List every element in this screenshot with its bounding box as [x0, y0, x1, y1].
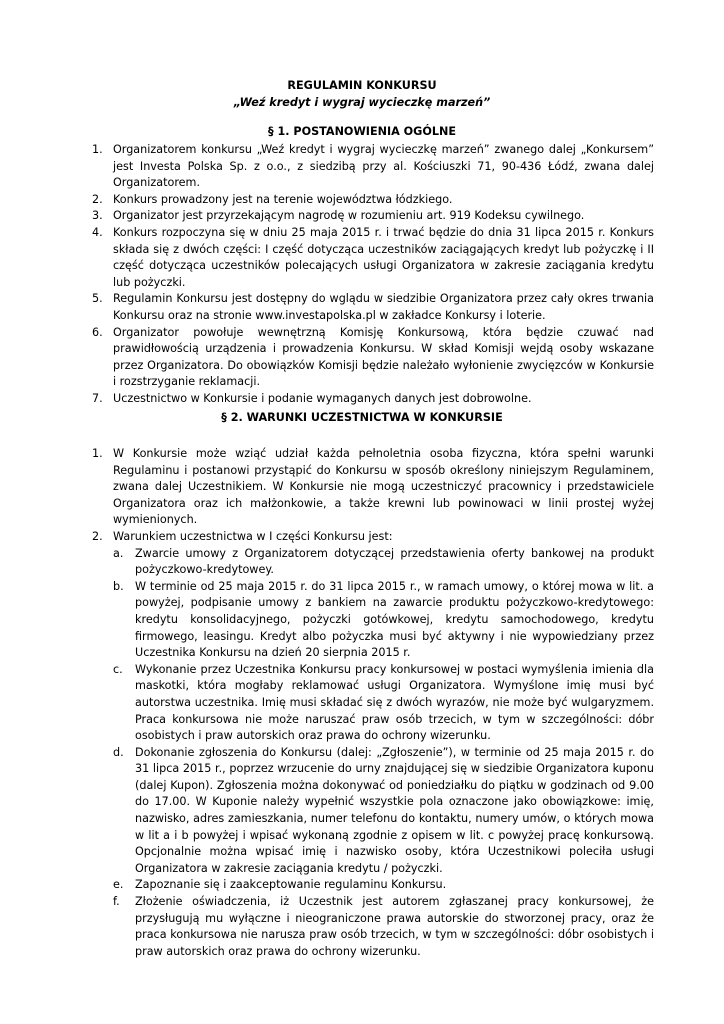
condition-item [92, 894, 654, 960]
item-text: Wykonanie przez Uczestnika Konkursu pracy konkursowej w postaci wymyślenia imienia dla maskotki, która mogłaby reklamować usługi Organizatora. Wymyślone imię musi być autorstwa uczestnika. Imię musi składać się z dwóch wyrazów, nie może być wulgaryzmem. Praca konkursowa nie może naruszać praw osób trzecich, w tym w szczególności: dóbr osobistych i praw autorskich oraz prawa do ochrony wizerunku. [135, 662, 654, 743]
item-number: 5. [92, 292, 103, 306]
item-text: Uczestnictwo w Konkursie i podanie wymaganych danych jest dobrowolne. [113, 391, 532, 405]
section-1-list [92, 142, 654, 408]
item-number: 7. [92, 391, 103, 405]
item-letter: e. [113, 878, 124, 892]
section-2-list [92, 446, 654, 960]
item-text: Regulamin Konkursu jest dostępny do wglądu w siedzibie Organizatora przez cały okres trwania Konkursu oraz na stronie www.investapolska.pl w zakładce Konkursy i loterie. [113, 292, 654, 322]
conditions-list [92, 546, 654, 961]
item-number: 1. [92, 143, 103, 156]
list-item [92, 325, 654, 391]
item-text: Dokonanie zgłoszenia do Konkursu (dalej: „Zgłoszenie”), w terminie od 25 maja 2015 r. do 31 lipca 2015 r., poprzez wrzucenie do urny znajdującej się w siedzibie Organizatora kuponu (dalej Kupon). Zgłoszenia można dokonywać od poniedziałku do piątku w godzinach od 9.00 do 17.00. W Kuponie należy wypełnić wszystkie pola oznaczone jako obowiązkowe: imię, nazwisko, adres zamieszkania, numer telefonu do kontaktu, numery umów, o których mowa w lit a i b powyżej i wpisać wykonaną zgodnie z opisem w lit. c powyżej pracę konkursową. Opcjonalnie można wpisać imię i nazwisko osoby, która Uczestnikowi poleciła usługi Organizatora w zakresie zaciągania kredytu / pożyczki. [135, 745, 654, 875]
condition-item [92, 662, 654, 745]
item-text: W Konkursie może wziąć udział każda pełnoletnia osoba fizyczna, która spełni warunki Regulaminu i postanowi przystąpić do Konkursu w sposób określony niniejszym Regulaminem, zwana dalej Uczestnikiem. W Konkursie nie mogą uczestniczyć pracownicy i przedstawiciele Organizatora oraz ich małżonkowie, a także krewni lub powinowaci w linii prostej wyżej wymienionych. [113, 447, 654, 527]
item-letter: c. [113, 662, 123, 676]
list-item [92, 208, 654, 225]
list-item [92, 192, 654, 209]
item-text: Konkurs rozpoczyna się w dniu 25 maja 2015 r. i trwać będzie do dnia 31 lipca 2015 r. Konkurs składa się z dwóch części: I część dotycząca uczestników zaciągających kredyt lub pożyczkę i II część dotycząca uczestników polecających usługi Organizatora w zakresie zaciągania kredytu lub pożyczki. [113, 225, 654, 289]
document-title: REGULAMIN KONKURSU [287, 79, 437, 92]
item-number: 1. [92, 447, 103, 460]
list-item [92, 142, 654, 192]
item-number: 2. [92, 529, 103, 543]
item-letter: a. [113, 546, 124, 560]
section-2-heading: § 2. WARUNKI UCZESTNICTWA W KONKURSIE [221, 411, 503, 424]
document-subtitle: „Weź kredyt i wygraj wycieczkę marzeń” [233, 96, 491, 109]
item-text: Warunkiem uczestnictwa w I części Konkursu jest: [113, 529, 393, 543]
condition-item [92, 546, 654, 579]
item-text: Organizator jest przyrzekającym nagrodę w rozumieniu art. 919 Kodeksu cywilnego. [113, 209, 585, 223]
item-text: Konkurs prowadzony jest na terenie województwa łódzkiego. [113, 192, 453, 206]
condition-item [92, 579, 654, 662]
list-item [92, 291, 654, 324]
section-1-heading: § 1. POSTANOWIENIA OGÓLNE [267, 125, 457, 138]
list-item [92, 529, 654, 960]
item-text: W terminie od 25 maja 2015 r. do 31 lipca 2015 r., w ramach umowy, o której mowa w lit. a powyżej, podpisanie umowy z bankiem na zawarcie produktu pożyczkowo-kredytowego: kredytu konsolidacyjnego, pożyczki gotówkowej, kredytu samochodowego, kredytu firmowego, leasingu. Kredyt albo pożyczka musi być aktywny i nie wypowiedziany przez Uczestnika Konkursu na dzień 20 sierpnia 2015 r. [135, 579, 654, 660]
item-text: Organizator powołuje wewnętrzną Komisję Konkursową, która będzie czuwać nad prawidłowością urządzenia i prowadzenia Konkursu. W skład Komisji wejdą osoby wskazane przez Organizatora. Do obowiązków Komisji będzie należało wyłonienie zwycięzców w Konkursie i rozstrzyganie reklamacji. [113, 325, 654, 389]
list-item [92, 225, 654, 291]
item-number: 2. [92, 192, 103, 206]
list-item [92, 391, 654, 408]
condition-item [92, 877, 654, 894]
item-letter: f. [113, 895, 120, 909]
item-text: Zapoznanie się i zaakceptowanie regulaminu Konkursu. [135, 878, 447, 892]
item-letter: b. [113, 579, 124, 593]
item-text: Złożenie oświadczenia, iż Uczestnik jest autorem zgłaszanej pracy konkursowej, że przysługują mu wyłączne i nieograniczone prawa autorskie do stworzonej pracy, oraz że praca konkursowa nie narusza praw osób trzecich, w tym w szczególności: dóbr osobistych i praw autorskich oraz prawa do ochrony wizerunku. [135, 895, 654, 958]
item-text: Zwarcie umowy z Organizatorem dotyczącej przedstawienia oferty bankowej na produkt pożyczkowo-kredytowey. [135, 546, 654, 577]
item-letter: d. [113, 745, 124, 759]
list-item [92, 446, 654, 529]
item-number: 3. [92, 209, 103, 223]
item-number: 6. [92, 325, 103, 339]
condition-item [92, 745, 654, 878]
item-text: Organizatorem konkursu „Weź kredyt i wygraj wycieczkę marzeń” zwanego dalej „Konkursem” jest Investa Polska Sp. z o.o., z siedzibą przy al. Kościuszki 71, 90-436 Łódź, zwana dalej Organizatorem. [113, 143, 654, 190]
item-number: 4. [92, 225, 103, 239]
